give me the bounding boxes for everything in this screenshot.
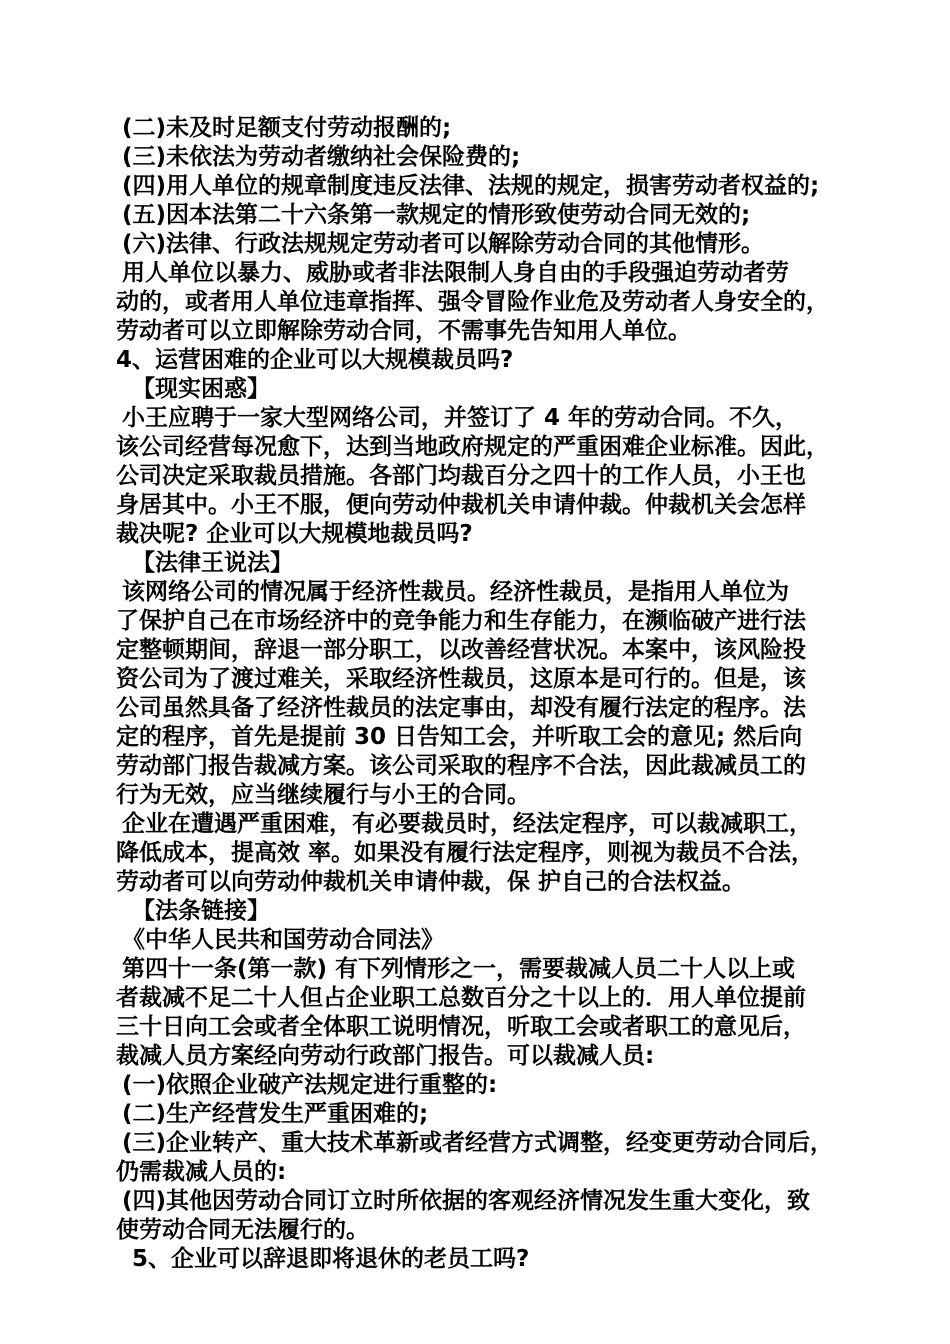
document-line: 动的，或者用人单位违章指挥、强令冒险作业危及劳动者人身安全的， bbox=[116, 289, 829, 315]
document-line: (六)法律、行政法规规定劳动者可以解除劳动合同的其他情形。 bbox=[122, 231, 765, 257]
document-line: 定整顿期间，辞退一部分职工，以改善经营状况。本案中，该风险投 bbox=[116, 637, 806, 663]
document-line: (四)用人单位的规章制度违反法律、法规的规定，损害劳动者权益的; bbox=[122, 173, 820, 199]
document-line: 【现实困惑】 bbox=[132, 376, 270, 402]
document-line: 三十日向工会或者全体职工说明情况，听取工会或者职工的意见后， bbox=[116, 1014, 806, 1040]
document-line: 劳动部门报告裁减方案。该公司采取的程序不合法，因此裁减员工的 bbox=[116, 753, 806, 779]
document-line: (二)未及时足额支付劳动报酬的; bbox=[122, 115, 452, 141]
document-line: 行为无效，应当继续履行与小王的合同。 bbox=[116, 782, 530, 808]
document-line: (五)因本法第二十六条第一款规定的情形致使劳动合同无效的; bbox=[122, 202, 751, 228]
document-line: 【法律王说法】 bbox=[132, 550, 293, 576]
document-line: 劳动者可以向劳动仲裁机关申请仲裁，保 护自己的合法权益。 bbox=[116, 869, 746, 895]
document-line: (四)其他因劳动合同订立时所依据的客观经济情况发生重大变化，致 bbox=[122, 1188, 811, 1214]
document-line: (一)依照企业破产法规定进行重整的: bbox=[122, 1072, 498, 1098]
document-body bbox=[116, 114, 856, 1274]
document-line: 第四十一条(第一款) 有下列情形之一，需要裁减人员二十人以上或 bbox=[122, 956, 796, 982]
document-line: 身居其中。小王不服，便向劳动仲裁机关申请仲裁。仲裁机关会怎样 bbox=[116, 492, 806, 518]
document-line: 公司决定采取裁员措施。各部门均裁百分之四十的工作人员，小王也 bbox=[116, 463, 806, 489]
document-line: 降低成本，提高效 率。如果没有履行法定程序，则视为裁员不合法， bbox=[116, 840, 815, 866]
document-line: 小王应聘于一家大型网络公司，并签订了 4 年的劳动合同。不久， bbox=[122, 405, 799, 431]
document-line: 使劳动合同无法履行的。 bbox=[116, 1217, 369, 1243]
document-line: (三)未依法为劳动者缴纳社会保险费的; bbox=[122, 144, 521, 170]
document-line: 裁减人员方案经向劳动行政部门报告。可以裁减人员: bbox=[116, 1043, 655, 1069]
document-line: 5、企业可以辞退即将退休的老员工吗? bbox=[132, 1246, 530, 1272]
document-line: 劳动者可以立即解除劳动合同，不需事先告知用人单位。 bbox=[116, 318, 691, 344]
document-line: 用人单位以暴力、威胁或者非法限制人身自由的手段强迫劳动者劳 bbox=[122, 260, 789, 286]
document-line: (二)生产经营发生严重困难的; bbox=[122, 1101, 429, 1127]
document-line: 公司虽然具备了经济性裁员的法定事由，却没有履行法定的程序。法 bbox=[116, 695, 806, 721]
document-line: 该网络公司的情况属于经济性裁员。经济性裁员，是指用人单位为 bbox=[122, 579, 789, 605]
document-line: 者裁减不足二十人但占企业职工总数百分之十以上的．用人单位提前 bbox=[116, 985, 806, 1011]
document-line: 裁决呢? 企业可以大规模地裁员吗? bbox=[116, 521, 473, 547]
document-line: 该公司经营每况愈下，达到当地政府规定的严重困难企业标准。因此， bbox=[116, 434, 829, 460]
document-line: 【法条链接】 bbox=[132, 898, 270, 924]
document-line: 4、运营困难的企业可以大规模裁员吗? bbox=[116, 347, 514, 373]
document-line: 定的程序，首先是提前 30 日告知工会，并听取工会的意见; 然后向 bbox=[116, 724, 803, 750]
document-line: (三)企业转产、重大技术革新或者经营方式调整，经变更劳动合同后， bbox=[122, 1130, 834, 1156]
document-line: 了保护自己在市场经济中的竞争能力和生存能力，在濒临破产进行法 bbox=[116, 608, 806, 634]
document-line: 企业在遭遇严重困难，有必要裁员时，经法定程序，可以裁减职工， bbox=[122, 811, 812, 837]
document-line: 资公司为了渡过难关，采取经济性裁员，这原本是可行的。但是，该 bbox=[116, 666, 806, 692]
document-line: 仍需裁减人员的: bbox=[116, 1159, 287, 1185]
document-line: 《中华人民共和国劳动合同法》 bbox=[122, 927, 444, 953]
